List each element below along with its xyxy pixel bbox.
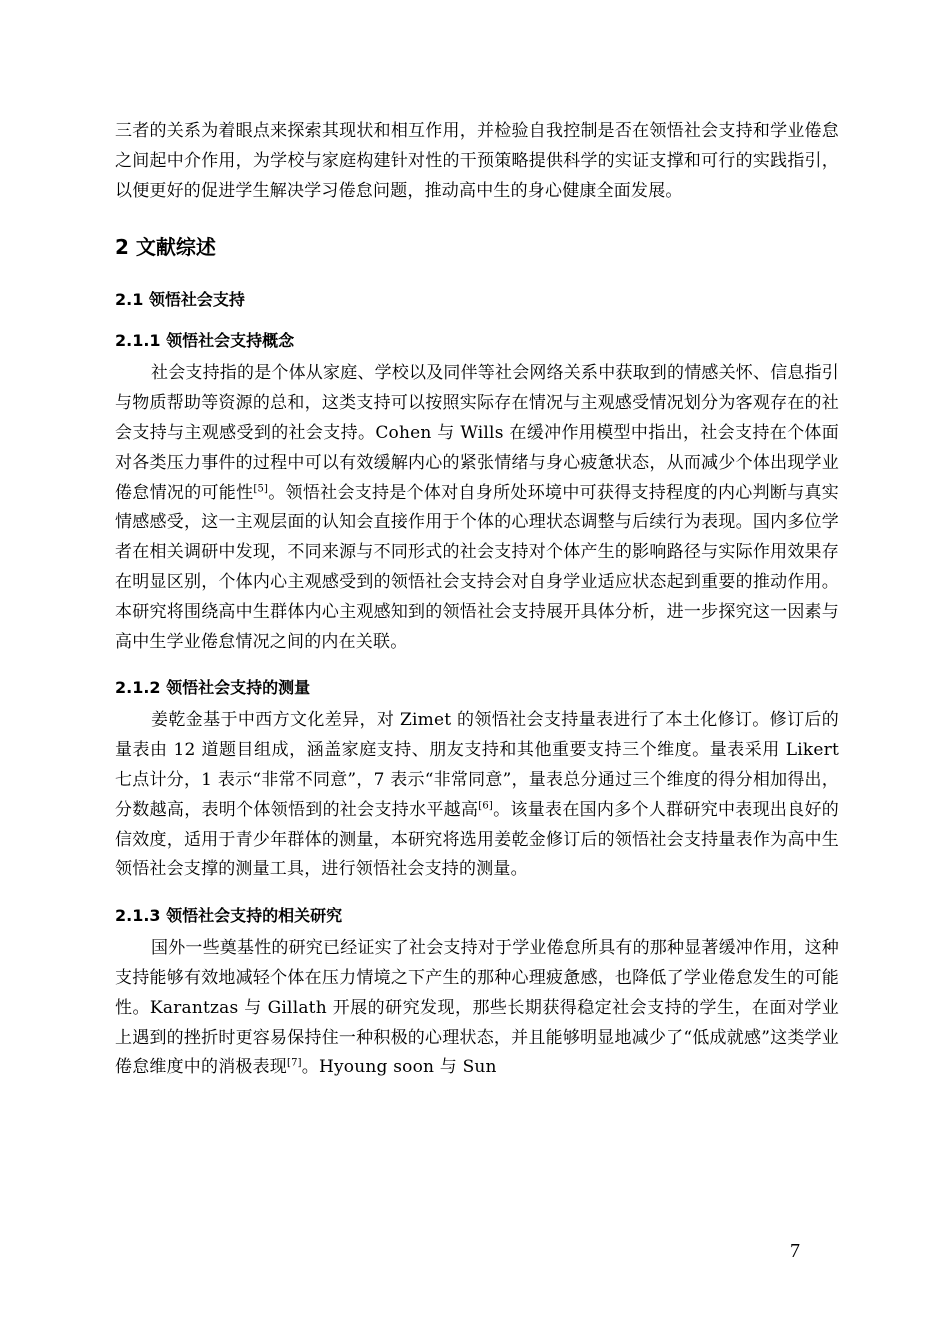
citation-6: [6] (478, 800, 494, 812)
related-research-paragraph (115, 934, 839, 1083)
citation-5: [5] (253, 482, 269, 494)
page-number: 7 (790, 1240, 800, 1262)
measurement-text-a: 姜乾金基于中西方文化差异，对 Zimet 的领悟社会支持量表进行了本土化修订。修订后的量表由 12 道题目组成，涵盖家庭支持、朋友支持和其他重要支持三个维度。量表采用 Likert 七点计分，1 表示“非常不同意”，7 表示“非常同意”，量表总分通过三个维度的得分相加得出，分数越高，表明个体领悟到的社会支持水平越高 (115, 710, 839, 820)
related-research-text-b: 。Hyoung soon 与 Sun (301, 1057, 497, 1078)
concept-text-b: 。领悟社会支持是个体对自身所处环境中可获得支持程度的内心判断与真实情感感受，这一主观层面的认知会直接作用于个体的心理状态调整与后续行为表现。国内多位学者在相关调研中发现，不同来源与不同形式的社会支持对个体产生的影响路径与实际作用效果存在明显区别，个体内心主观感受到的领悟社会支持会对自身学业适应状态起到重要的推动作用。本研究将围绕高中生群体内心主观感知到的领悟社会支持展开具体分析，进一步探究这一因素与高中生学业倦怠情况之间的内在关联。 (115, 482, 839, 652)
measurement-paragraph (115, 706, 839, 885)
measurement-text-b: 。该量表在国内多个人群研究中表现出良好的信效度，适用于青少年群体的测量，本研究将选用姜乾金修订后的领悟社会支持量表作为高中生领悟社会支撑的测量工具，进行领悟社会支持的测量。 (115, 799, 839, 880)
subsubsection-heading-concept: 2.1.1 领悟社会支持概念 (115, 331, 295, 351)
section-heading-literature-review: 2 文献综述 (115, 235, 216, 260)
subsubsection-heading-measurement: 2.1.2 领悟社会支持的测量 (115, 678, 311, 698)
intro-continuation-paragraph: 三者的关系为着眼点来探索其现状和相互作用，并检验自我控制是否在领悟社会支持和学业倦怠之间起中介作用，为学校与家庭构建针对性的干预策略提供科学的实证支撑和可行的实践指引，以便更好的促进学生解决学习倦怠问题，推动高中生的身心健康全面发展。 (115, 121, 839, 201)
citation-7: [7] (287, 1057, 302, 1069)
related-research-text-a: 国外一些奠基性的研究已经证实了社会支持对于学业倦怠所具有的那种显著缓冲作用，这种支持能够有效地减轻个体在压力情境之下产生的那种心理疲惫感，也降低了学业倦怠发生的可能性。Karantzas 与 Gillath 开展的研究发现，那些长期获得稳定社会支持的学生，在面对学业上遇到的挫折时更容易保持住一种积极的心理状态，并且能够明显地减少了“低成就感”这类学业倦怠维度中的消极表现 (115, 938, 839, 1078)
subsection-heading-perceived-social-support: 2.1 领悟社会支持 (115, 290, 245, 310)
page-body (115, 117, 839, 1083)
concept-text-a: 社会支持指的是个体从家庭、学校以及同伴等社会网络关系中获取到的情感关怀、信息指引与物质帮助等资源的总和，这类支持可以按照实际存在情况与主观感受情况划分为客观存在的社会支持与主观感受到的社会支持。Cohen 与 Wills 在缓冲作用模型中指出，社会支持在个体面对各类压力事件的过程中可以有效缓解内心的紧张情绪与身心疲惫状态，从而减少个体出现学业倦怠情况的可能性 (115, 363, 839, 503)
subsubsection-heading-related-research: 2.1.3 领悟社会支持的相关研究 (115, 906, 343, 926)
concept-paragraph (115, 359, 839, 657)
